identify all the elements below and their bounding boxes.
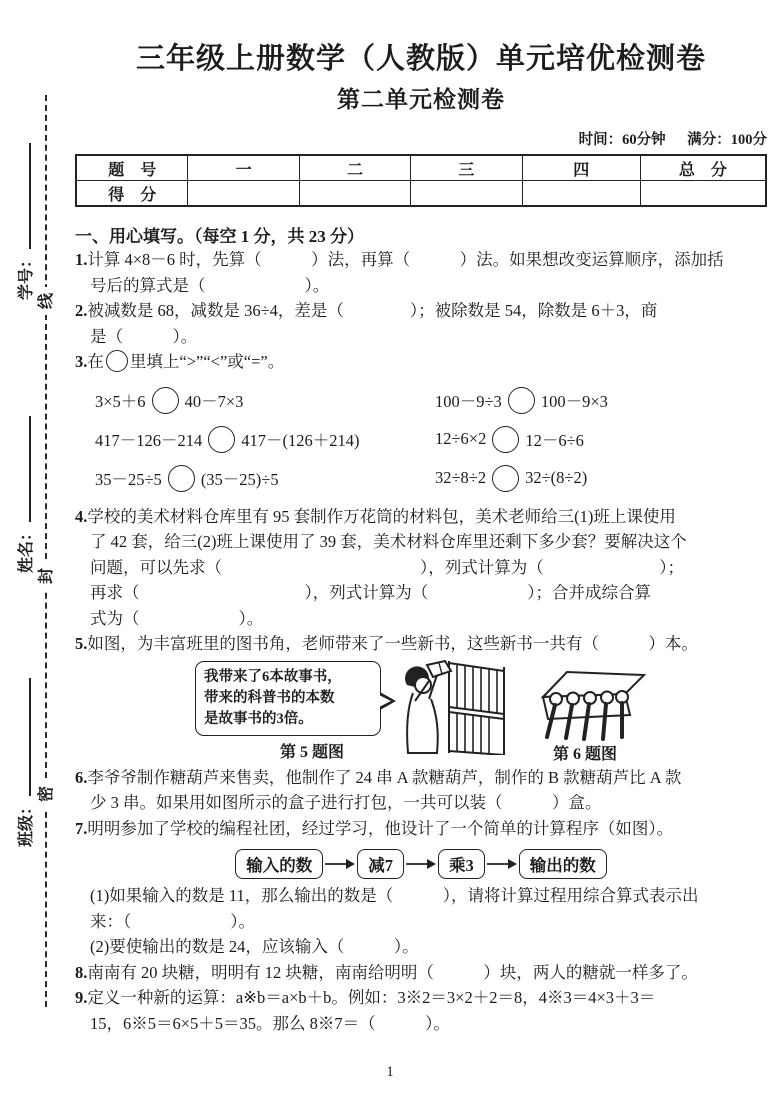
- answer-circle[interactable]: [152, 387, 179, 414]
- question-5-line: 5.如图，为丰富班里的图书角，老师带来了一些新书，这些新书一共有（ ）本。: [75, 634, 698, 653]
- question-figures: [75, 661, 767, 765]
- arrow-right-icon: [406, 857, 436, 871]
- score-cell[interactable]: [411, 181, 522, 207]
- seal-dashed-line: [45, 95, 47, 1007]
- comparison-row-1: [75, 387, 767, 414]
- flow-box-times3: 乘3: [438, 849, 485, 879]
- question-7-number: 7.: [75, 818, 88, 838]
- question-8-number: 8.: [75, 962, 88, 982]
- section-one-heading: 一、用心填写。（每空 1 分，共 23 分）: [75, 227, 364, 246]
- score-label-cell: 得 分: [76, 181, 188, 207]
- comparison-item: 32÷8÷2 32÷(8÷2): [435, 465, 587, 492]
- question-6-line-2: 少 3 串。如果用如图所示的盒子进行打包，一共可以装（ ）盒。: [90, 793, 602, 812]
- figure6-caption: 第 6 题图: [553, 745, 618, 763]
- exam-meta: [75, 128, 767, 149]
- class-field: [15, 647, 37, 847]
- question-4-line-3: 问题，可以先求（ ），列式计算为（ ）；: [90, 557, 684, 577]
- student-id-field: [15, 120, 37, 300]
- candied-haw-box-illustration: [537, 665, 649, 743]
- question-9-number: 9.: [75, 988, 88, 1007]
- question-7-sub2: (2)要使输出的数是 24，应该输入（ ）。: [90, 937, 419, 956]
- page-subtitle: 第二单元检测卷: [337, 87, 505, 112]
- question-9-line-2: 15，6※5＝6×5＋5＝35。那么 8※7＝（ ）。: [90, 1013, 450, 1033]
- question-2-line-1: 2.被减数是 68，减数是 36÷4，差是（ ）；被除数是 54，除数是 6＋3，商: [75, 301, 658, 320]
- flow-box-input: 输入的数: [235, 849, 323, 879]
- answer-circle[interactable]: [168, 465, 195, 492]
- arrow-right-icon: [487, 857, 517, 871]
- question-3-intro: 3.在 里填上“>”“<”或“=”。: [75, 352, 285, 371]
- question-2-line-2: 是（ ）。: [90, 326, 198, 346]
- question-7-sub1-line-2: 来：（ ）。: [90, 911, 255, 931]
- question-4-number: 4.: [75, 506, 88, 526]
- question-4-line-2: 了 42 套，给三(2)班上课使用了 39 套，美术材料仓库里还剩下多少套？要解决这个: [90, 532, 687, 551]
- flow-box-output: 输出的数: [519, 849, 607, 879]
- question-9-line-1: 9.定义一种新的运算：a※b＝a×b＋b。例如：3※2＝3×2＋2＝8，4※3＝4×3＋3＝: [75, 988, 656, 1007]
- question-2-number: 2.: [75, 301, 88, 320]
- score-table-score-row: [76, 181, 766, 207]
- answer-circle[interactable]: [492, 465, 519, 492]
- page-number: 1: [386, 1064, 394, 1080]
- student-id-blank[interactable]: [15, 143, 31, 249]
- class-blank[interactable]: [15, 678, 31, 796]
- comparison-item: 3×5＋6 40－7×3: [75, 387, 435, 414]
- comparison-item: 12÷6×2 12－6÷6: [435, 426, 584, 453]
- score-header-cell: 四: [522, 155, 640, 181]
- score-header-cell: 题 号: [76, 155, 188, 181]
- score-header-cell: 二: [299, 155, 410, 181]
- student-id-label: 学号：: [18, 251, 35, 300]
- score-cell[interactable]: [299, 181, 410, 207]
- question-7-sub1-line-1: (1)如果输入的数是 11，那么输出的数是（ ），请将计算过程用综合算式表示出: [90, 886, 699, 905]
- comparison-item: 35－25÷5 (35－25)÷5: [75, 465, 435, 492]
- name-blank[interactable]: [15, 416, 31, 522]
- class-label: 班级：: [18, 798, 35, 847]
- question-4-line-1: 4.学校的美术材料仓库里有 95 套制作万花筒的材料包，美术老师给三(1)班上课使用: [75, 506, 676, 526]
- comparison-item: 100－9÷3 100－9×3: [435, 387, 608, 414]
- question-5-number: 5.: [75, 634, 88, 653]
- question-6-number: 6.: [75, 767, 88, 787]
- question-8-line: 8.南南有 20 块糖，明明有 12 块糖，南南给明明（ ）块，两人的糖就一样多了。: [75, 962, 698, 982]
- seal-char-feng: 封: [36, 562, 58, 590]
- score-cell[interactable]: [188, 181, 299, 207]
- question-1-line-2: 号后的算式是（ ）。: [90, 275, 330, 295]
- question-6-line-1: 6.李爷爷制作糖葫芦来售卖，他制作了 24 串 A 款糖葫芦，制作的 B 款糖葫芦比 A 款: [75, 767, 682, 787]
- question-3-number: 3.: [75, 352, 88, 371]
- seal-char-mi: 密: [36, 780, 58, 808]
- score-table-header-row: [76, 155, 766, 181]
- comparison-item: 417－126－214 417－(126＋214): [75, 426, 435, 453]
- bookshelf-person-illustration: [385, 659, 510, 755]
- name-field: [15, 393, 37, 573]
- arrow-right-icon: [325, 857, 355, 871]
- score-cell[interactable]: [522, 181, 640, 207]
- main-content: [75, 0, 767, 1036]
- figure5-caption: 第 5 题图: [280, 743, 345, 761]
- speech-bubble: 我带来了6本故事书， 带来的科普书的本数 是故事书的3倍。: [195, 661, 381, 736]
- page-title: 三年级上册数学（人教版）单元培优检测卷: [135, 43, 706, 75]
- answer-circle[interactable]: [492, 426, 519, 453]
- question-7-intro: 7.明明参加了学校的编程社团，经过学习，他设计了一个简单的计算程序（如图）。: [75, 818, 674, 838]
- answer-circle[interactable]: [208, 426, 235, 453]
- score-cell[interactable]: [640, 181, 766, 207]
- question-1-line-1: 1.计算 4×8－6 时，先算（ ）法，再算（ ）法。如果想改变运算顺序，添加括: [75, 250, 724, 269]
- answer-circle[interactable]: [508, 387, 535, 414]
- answer-circle: [106, 350, 128, 372]
- question-4-line-4: 再求（ ），列式计算为（ ）；合并成综合算: [90, 583, 651, 602]
- score-header-cell: 一: [188, 155, 299, 181]
- seal-char-xian: 线: [36, 287, 58, 315]
- comparison-row-2: [75, 426, 767, 453]
- flow-box-minus7: 减7: [357, 849, 404, 879]
- time-limit: 时间：60分钟: [578, 132, 666, 148]
- question-1-number: 1.: [75, 250, 88, 269]
- full-score: 满分：100分: [687, 132, 767, 148]
- comparison-row-3: [75, 465, 767, 492]
- calculation-program-flowchart: [75, 849, 767, 879]
- score-header-cell: 三: [411, 155, 522, 181]
- question-4-line-5: 式为（ ）。: [90, 608, 264, 628]
- score-table: [75, 154, 767, 207]
- name-label: 姓名：: [18, 524, 35, 573]
- score-header-cell: 总 分: [640, 155, 766, 181]
